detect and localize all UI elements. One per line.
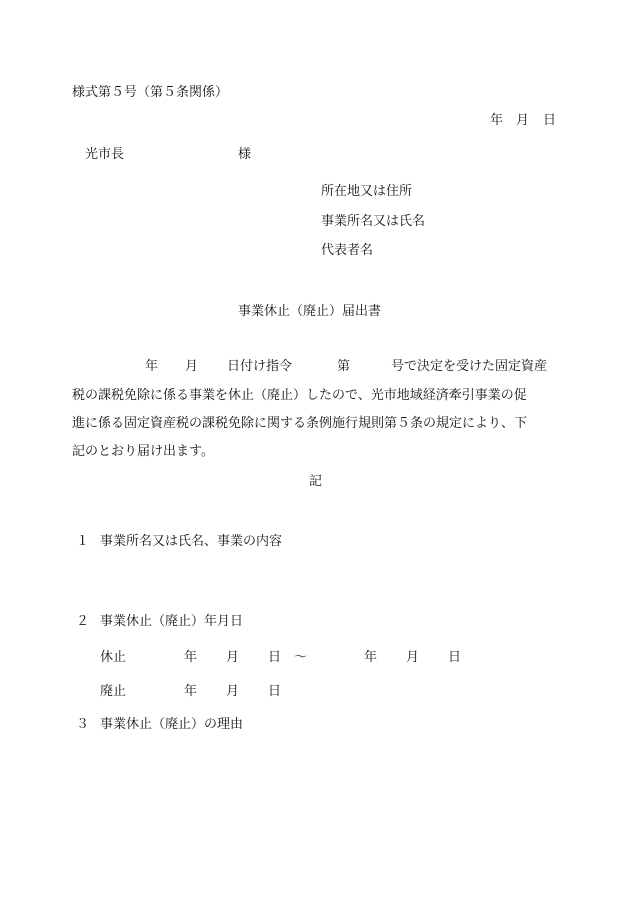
item2-number: ２ xyxy=(76,614,90,629)
form-number: 様式第５号（第５条関係） xyxy=(72,85,229,100)
suspend-tilde: ～ xyxy=(294,650,308,665)
body-line2: 税の課税免除に係る事業を休止（廃止）したので、光市地域経済牽引事業の促 xyxy=(72,388,527,403)
addressee: 光市長 xyxy=(85,147,125,162)
item1-number: １ xyxy=(76,534,90,549)
body-date-directive: 日付け指令 xyxy=(227,359,293,374)
item3-number: ３ xyxy=(76,717,90,732)
ki-heading: 記 xyxy=(309,474,323,489)
date-month: 月 xyxy=(516,113,530,128)
body-dai: 第 xyxy=(337,359,351,374)
document-title: 事業休止（廃止）届出書 xyxy=(238,304,382,319)
suspend-month: 月 xyxy=(226,650,240,665)
suspend-year2: 年 xyxy=(364,650,378,665)
suspend-year: 年 xyxy=(184,650,198,665)
date-year: 年 xyxy=(490,113,504,128)
suspend-label: 休止 xyxy=(100,650,127,665)
body-line1-rest: 号で決定を受けた固定資産 xyxy=(391,359,548,374)
suspend-day: 日 xyxy=(268,650,282,665)
body-line4: 記のとおり届け出ます。 xyxy=(72,444,214,459)
abolish-label: 廃止 xyxy=(100,684,127,699)
honorific: 様 xyxy=(238,147,252,162)
body-line3: 進に係る固定資産税の課税免除に関する条例施行規則第５条の規定により、下 xyxy=(72,416,528,431)
suspend-month2: 月 xyxy=(406,650,420,665)
abolish-day: 日 xyxy=(268,684,282,699)
business-name-label: 事業所名又は氏名 xyxy=(321,214,426,229)
representative-label: 代表者名 xyxy=(321,243,374,258)
item1-label: 事業所名又は氏名、事業の内容 xyxy=(100,534,283,549)
abolish-month: 月 xyxy=(226,684,240,699)
item3-label: 事業休止（廃止）の理由 xyxy=(100,717,244,732)
address-label: 所在地又は住所 xyxy=(321,184,413,199)
item2-label: 事業休止（廃止）年月日 xyxy=(100,614,244,629)
suspend-day2: 日 xyxy=(448,650,462,665)
body-month: 月 xyxy=(185,359,199,374)
date-day: 日 xyxy=(543,113,557,128)
body-year: 年 xyxy=(145,359,159,374)
abolish-year: 年 xyxy=(184,684,198,699)
